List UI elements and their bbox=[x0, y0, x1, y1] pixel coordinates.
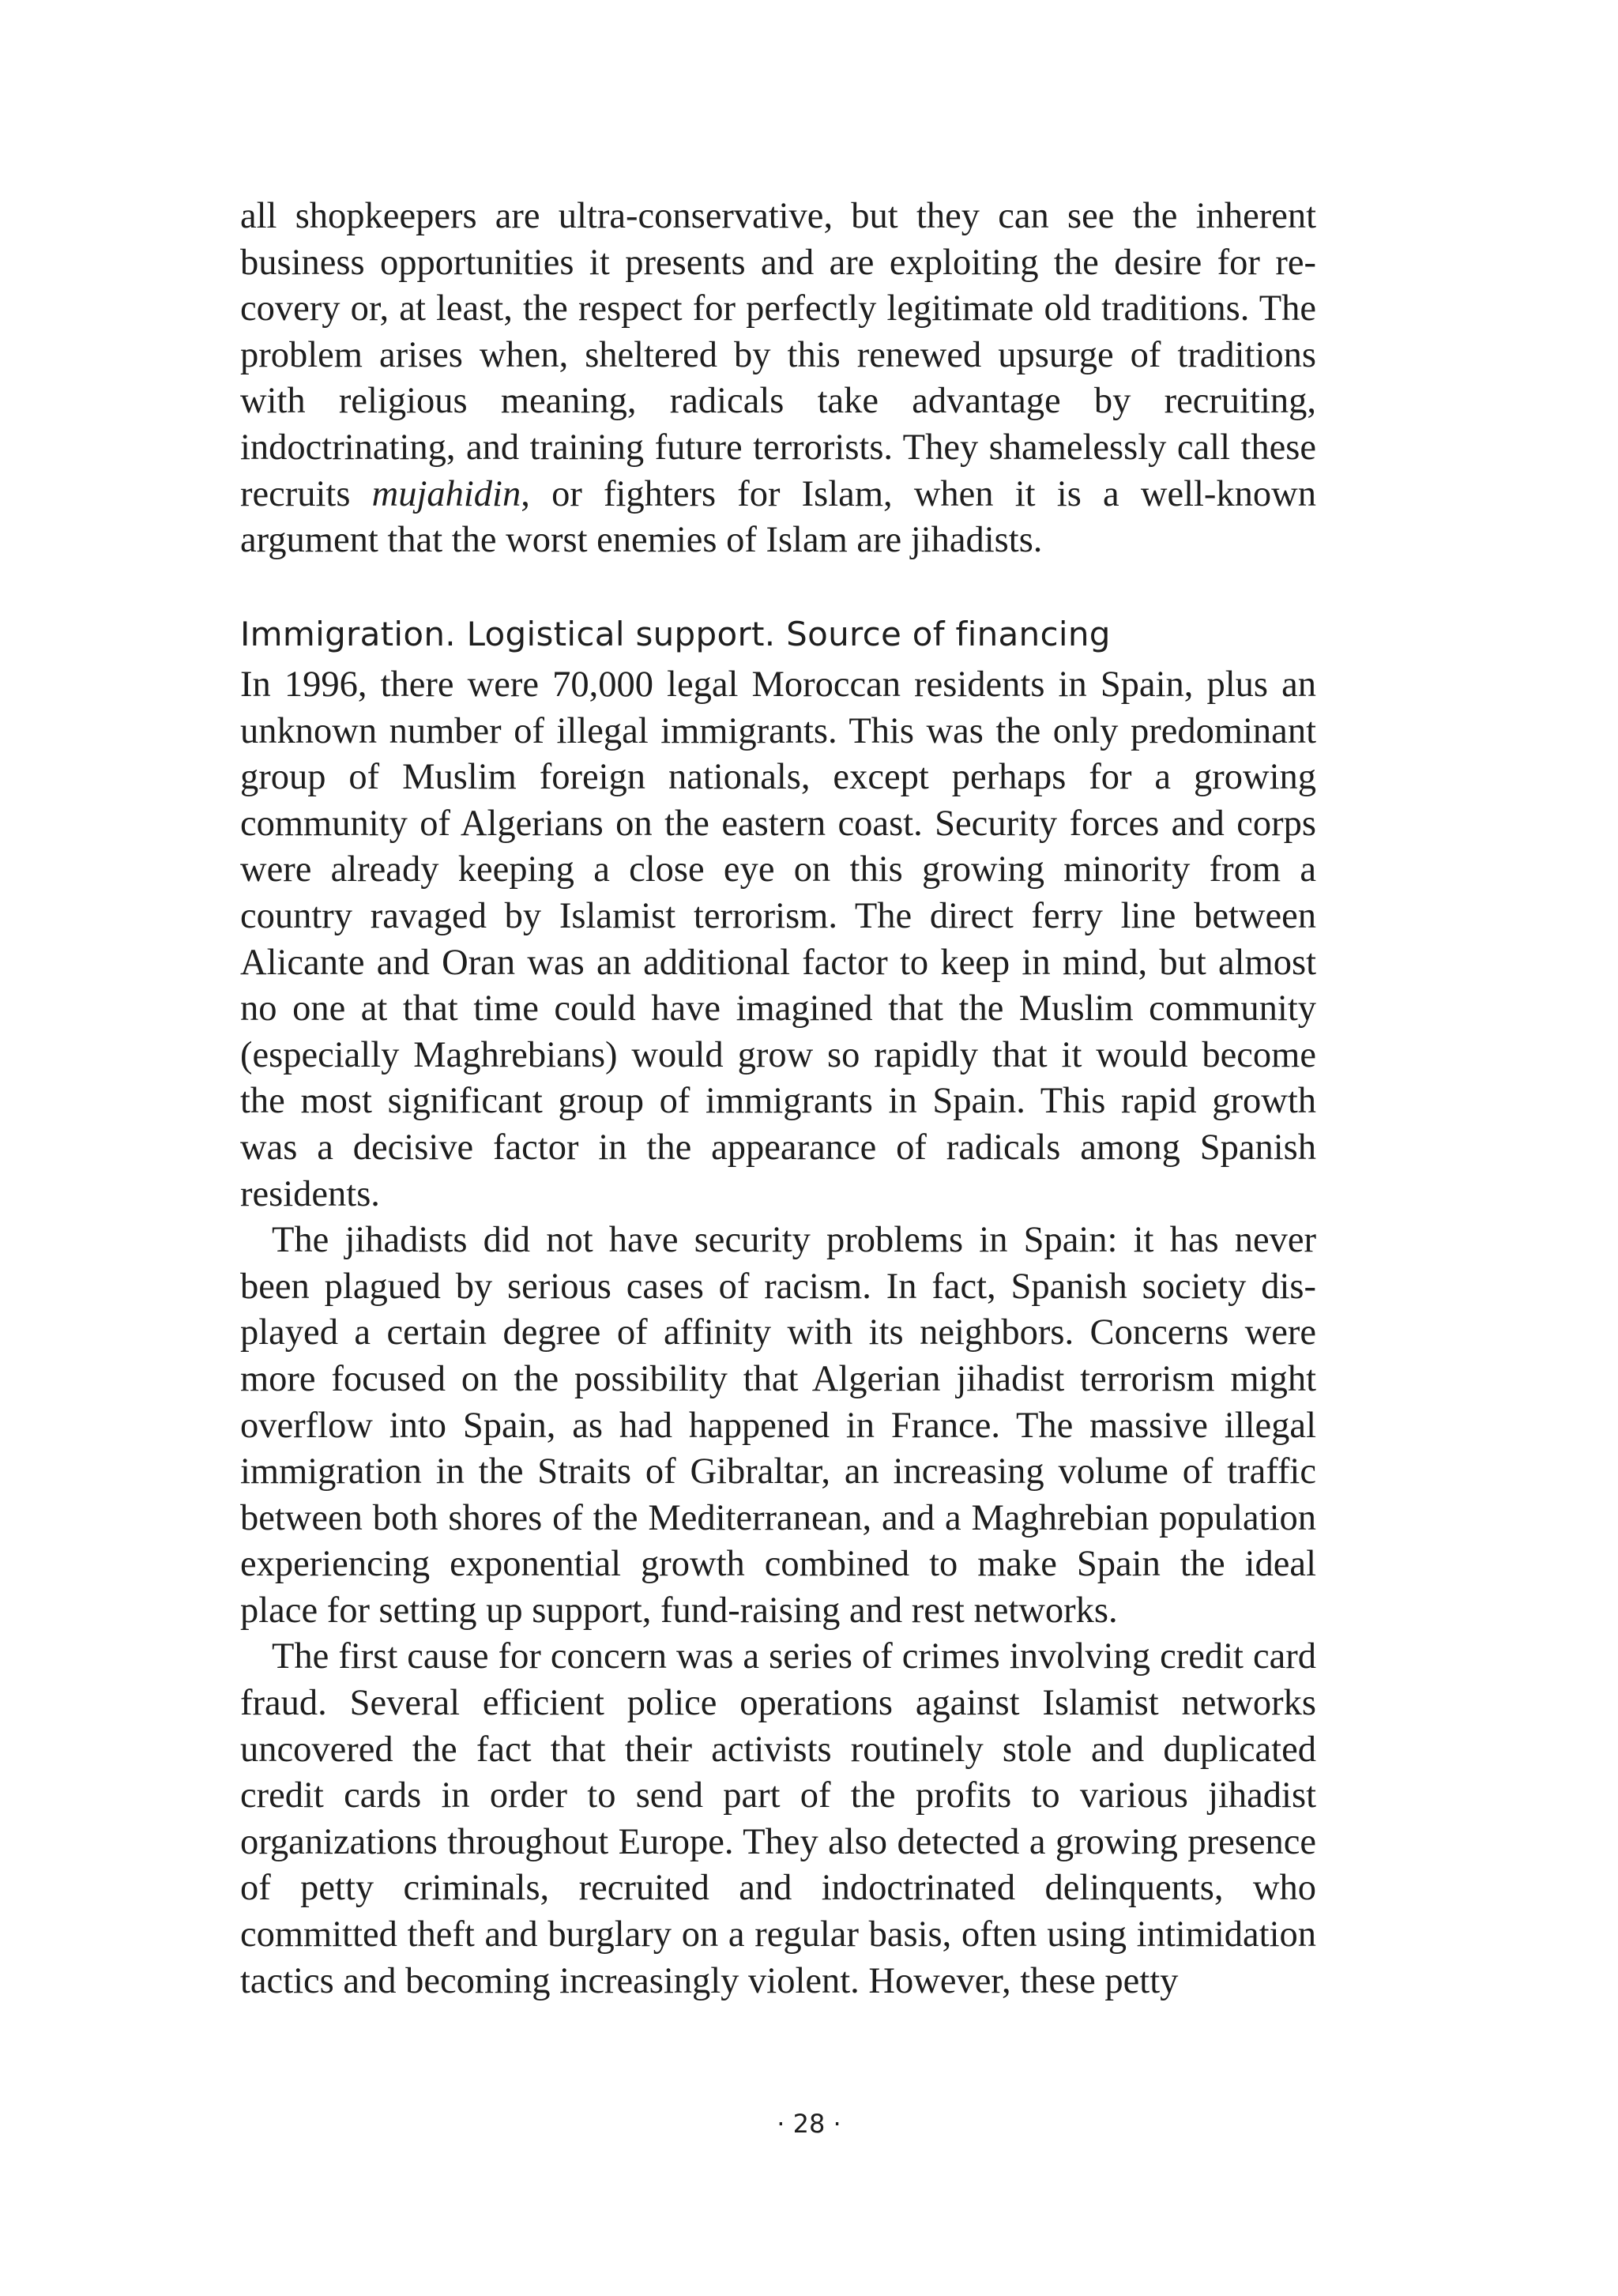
italic-term: mujahidin bbox=[371, 473, 521, 514]
paragraph-4: The first cause for concern was a series of crimes involving credit card fraud. Several efficient police operations against Islamist networks uncovered the fact that their activists routinely stole and duplicated credit cards in order to send part of the profits to various jihadist organizations throughout Europe. They also detected a growing presence of petty criminals, recruited and indoctrinated delinquents, who committed theft and burglary on a regular basis, often using intimidation tactics and becoming increasingly violent. However, these petty bbox=[240, 1636, 1316, 2001]
paragraph-1-text: all shopkeepers are ultra-conservative, but they can see the inherent business opportunities it presents and are exploiting the desire for recovery or, at least, the respect for perfectly legitimate old traditions. The problem arises when, sheltered by this renewed upsurge of traditions with religious meaning, radicals take advantage by recruiting, indoctrinating, and training future terrorists. They shamelessly call these recruits bbox=[240, 196, 1316, 514]
page-number: · 28 · bbox=[777, 2109, 841, 2139]
paragraph-continued bbox=[240, 194, 1316, 564]
paragraph-3: The jihadists did not have security problems in Spain: it has never been plagued by serious cases of racism. In fact, Spanish society displayed a certain degree of affinity with its neighbors. Concerns were more focused on the possibility that Algerian jihadist terrorism might overflow into Spain, as had happened in France. The massive illegal immigration in the Straits of Gibraltar, an increasing volume of traffic between both shores of the Mediterranean, and a Maghrebian population experiencing exponential growth combined to make Spain the ideal place for setting up support, fund-raising and rest networks. bbox=[240, 1220, 1316, 1631]
paragraph-1-text-end: , or fighters for Islam, when it is a well-known argument that the worst enemies of Islam are jihadists. bbox=[240, 473, 1316, 561]
main-text-block bbox=[240, 662, 1316, 2004]
paragraph-2: In 1996, there were 70,000 legal Moroccan residents in Spain, plus an unknown number of illegal immigrants. This was the only predominant group of Muslim foreign nationals, except perhaps for a growing community of Algerians on the eastern coast. Security forces and corps were already keeping a close eye on this growing minority from a country ravaged by Islamist terrorism. The direct ferry line between Alicante and Oran was an additional factor to keep in mind, but almost no one at that time could have imagined that the Muslim community (especially Maghrebians) would grow so rapidly that it would become the most significant group of immigrants in Spain. This rapid growth was a decisive factor in the appearance of radicals among Spanish residents. bbox=[240, 664, 1316, 1214]
top-text-block bbox=[240, 194, 1316, 564]
section-heading: Immigration. Logistical support. Source of financing bbox=[240, 615, 1111, 653]
